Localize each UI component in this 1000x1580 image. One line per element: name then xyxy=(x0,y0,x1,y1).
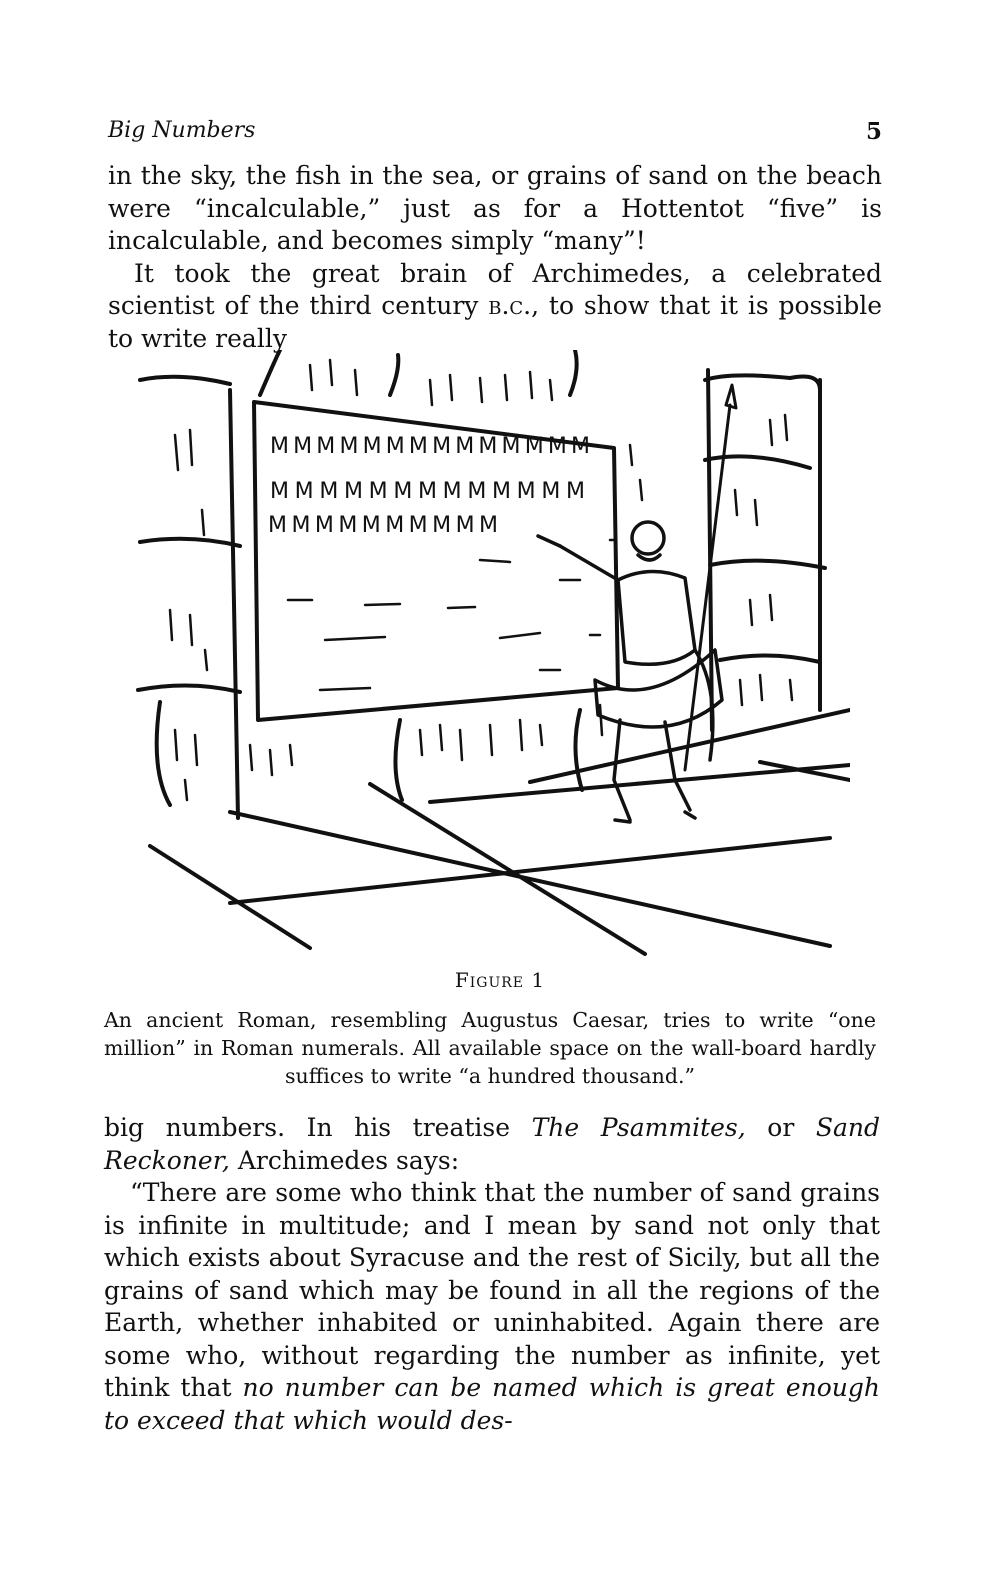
paragraph-text: Archimedes says: xyxy=(229,1145,460,1175)
paragraph-text: , to show that it is possible to write really xyxy=(108,291,882,353)
paragraph-treatise xyxy=(104,1112,880,1177)
paragraph-text: It took the great brain of Archimedes, a celebrated scientist of the third century xyxy=(108,258,882,320)
paragraph-archimedes xyxy=(108,258,882,356)
treatise-title-alt: Sand Reckoner, xyxy=(104,1113,880,1175)
board-line-2: MMMMMMMMMMMMM xyxy=(270,479,585,504)
stone-wall xyxy=(138,350,825,818)
top-text-block xyxy=(108,160,882,355)
figure-caption xyxy=(104,1006,876,1090)
page-number: 5 xyxy=(865,118,882,145)
running-title: Big Numbers xyxy=(108,118,256,143)
board-dashes xyxy=(288,540,614,690)
emphasized-text: no number can be named which is great enough to exceed that which would des- xyxy=(104,1373,880,1435)
floor-grid xyxy=(150,710,850,954)
paragraph-text: or xyxy=(745,1113,816,1142)
paragraph-text: in the sky, the fish in the sea, or grains of sand on the beach were “incalculable,” just as for a Hottentot “five” is incalculable, and becomes simply “many”! xyxy=(108,161,882,255)
running-head xyxy=(108,118,882,150)
paragraph-continued xyxy=(108,160,882,258)
paragraph-text: “There are some who think that the number of sand grains is infinite in multitude; and I mean by sand not only that which exists about Syracuse and the rest of Sicily, but all the grains of sand which may be found in all the regions of the Earth, whether inhabited or uninhabited. Again there are some who, without regarding the number as infinite, yet think that xyxy=(104,1178,880,1402)
bottom-text-block xyxy=(104,1112,880,1437)
paragraph-text: big numbers. In his treatise xyxy=(104,1113,532,1142)
treatise-title: The Psammites, xyxy=(531,1113,746,1142)
era-abbreviation: b.c. xyxy=(488,291,532,320)
wall-hatching xyxy=(170,360,792,800)
board-numerals xyxy=(268,434,590,538)
paragraph-quotation xyxy=(104,1177,880,1437)
figure-illustration xyxy=(130,350,850,962)
board-line-3: MMMMMMMMMM xyxy=(268,513,498,538)
figure-label: Figure 1 xyxy=(454,968,546,992)
board-line-1: MMMMMMMMMMMMMM xyxy=(270,434,590,459)
caption-text: An ancient Roman, resembling Augustus Caesar, tries to write “one million” in Roman numerals. All available space on the wall-board hardly suffices to write “a hundred thousand.” xyxy=(104,1008,876,1088)
